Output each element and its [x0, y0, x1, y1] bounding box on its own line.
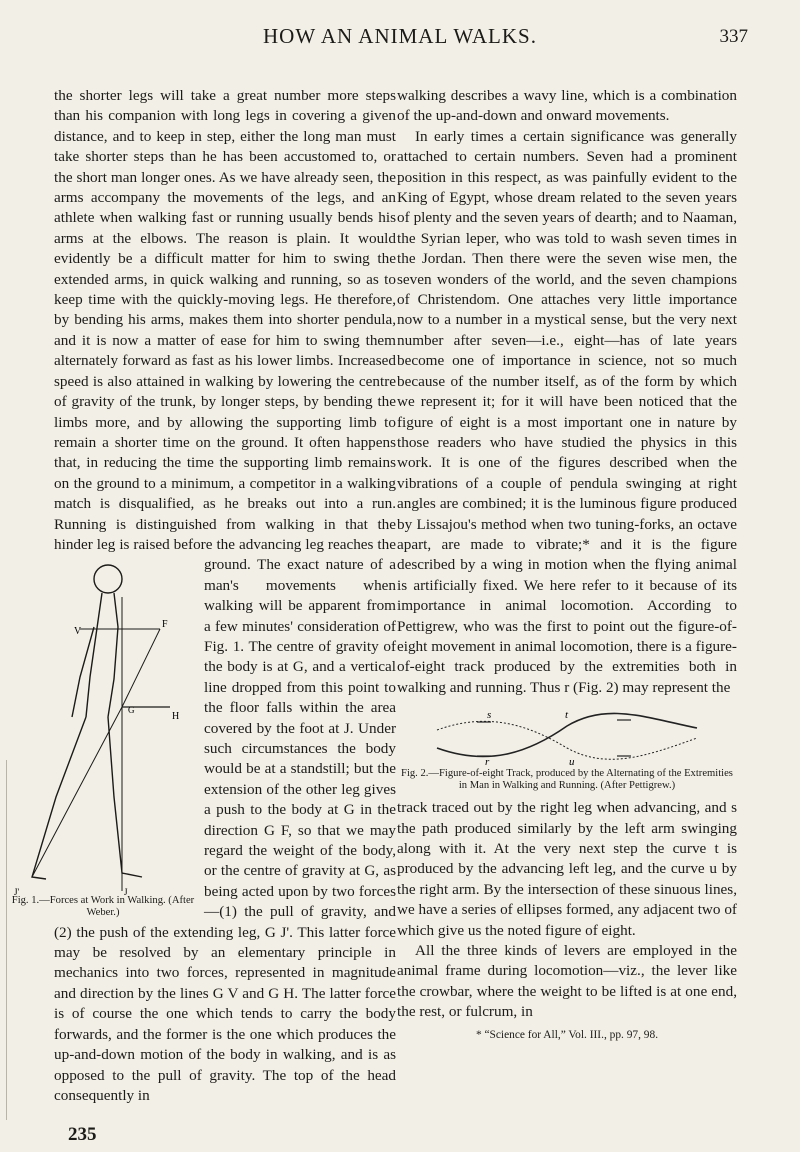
- figure-eight-track-diagram: [417, 708, 717, 766]
- right-paragraph-1: walking describes a wavy line, which is a combination of the up-and-down and onward movements.: [397, 87, 737, 125]
- figure-2: [397, 708, 737, 792]
- head-shape: [94, 565, 122, 593]
- label-t: t: [565, 709, 569, 722]
- left-paragraph-text-part-2: ground. The exact nature of a man's movements when walking will be apparent from a few minutes' consideration of Fig. 1. The centre of gravity of the body is at G, and a vertical line dropped from this point to the floor falls within the area covered by the foot at J. Under such circumstances the body would be at a standstill; but the extension of the other leg gives a push to the body at G in the direction G F, so that we may regard the weight of the body, or the centre of gravity at G, as being acted upon by two forces—(1) the pull of gravity, and (2) the push of the extending leg, G J'. This latter force may be resolved by an elementary principle in mechanics into two forces, represented in magnitude and direction by the lines G V and G H. The latter force is of course the one which tends to carry the body forwards, and the former is the one which produces the up-and-down motion of the body in walking, and is as opposed to the pull of gravity. The top of the head consequently in: [54, 556, 396, 1104]
- left-paragraph-1: [11, 86, 396, 1106]
- label-j: J: [124, 887, 128, 898]
- running-title: HOW AN ANIMAL WALKS.: [263, 24, 537, 48]
- label-r: r: [485, 756, 490, 767]
- label-s: s: [487, 709, 492, 722]
- label-h: H: [172, 711, 180, 723]
- trailing-leg: [32, 717, 86, 879]
- page-number: 337: [719, 26, 748, 47]
- force-line-g-f: [122, 629, 160, 707]
- left-paragraph-text-part-1: the shorter legs will take a great number more steps than his companion with long legs in covering a given distance, and to keep in step, either the long man must take shorter steps than he has been accustomed to, or the short man longer ones. As we have already seen, the arms accompany the movements of the legs, and an athlete when walking fast or running usually bends his arms at the elbows. The reason is plain. It would evidently be a difficult matter for him to swing the extended arms, in quick walking and running, so as to keep time with the quickly-moving legs. He therefore, by bending his arms, makes them into shorter pendula, and it is now a matter of ease for him to swing them alternately forward as fast as his lower limbs. Increased speed is also attained in walking by lowering the centre of gravity of the trunk, by longer steps, by bending the limbs more, and by allowing the supporting limb to remain a shorter time on the ground. It often happens that, in reducing the time the supporting limb remains on the ground to a minimum, a competitor in a walking match is disqualified, as he breaks out into a run. Running is distinguished from walking in that the hinder leg is raised before the advancing leg reaches the: [54, 87, 396, 553]
- torso-outline: [86, 593, 102, 717]
- footnote: * “Science for All,” Vol. III., pp. 97, 98.: [475, 1028, 659, 1041]
- torso-outline-back: [108, 593, 118, 717]
- label-u: u: [569, 756, 575, 767]
- label-j-prime: J': [14, 887, 20, 898]
- folio-number: 235: [68, 1124, 97, 1145]
- running-head: [0, 24, 800, 54]
- figure-1: [10, 557, 196, 919]
- figure-1-caption: Fig. 1.—Forces at Work in Walking. (After Weber.): [11, 895, 195, 919]
- track-curve-s: [437, 722, 697, 760]
- left-column: [11, 86, 396, 1106]
- label-v: V: [74, 626, 82, 638]
- right-paragraph-4: All the three kinds of levers are employed in the animal frame during locomotion—viz., the lever like the crowbar, where the weight to be lifted is at one end, the rest, or fulcrum, in: [397, 942, 737, 1021]
- label-f: F: [162, 619, 168, 631]
- walking-figure-diagram: [10, 557, 196, 897]
- page-edge-shadow: [6, 760, 7, 1120]
- right-paragraph-3: track traced out by the right leg when advancing, and s the path produced similarly by the left arm swinging along with it. At the very next step the curve t is produced by the advancing left leg, and the curve u by the right arm. By the intersection of these sinuous lines, we have a series of ellipses formed, any adjacent two of which give us the noted figure of eight.: [397, 799, 737, 939]
- right-column: [397, 86, 737, 1045]
- supporting-leg: [108, 717, 142, 877]
- right-paragraph-2: In early times a certain significance was generally attached to certain numbers. Seven had a prominent position in this respect, as was painfully evident to the King of Egypt, whose dream related to the seven years of plenty and the seven years of dearth; and to Naaman, the Syrian leper, who was told to wash seven times in the Jordan. Then there were the seven wise men, the seven wonders of the world, and the seven champions of Christendom. One attaches very little importance now to a number in a mystical sense, but the very next number after seven—i.e., eight—has of late years become one of importance in science, not so much because of the number itself, as of the form by which we represent it; for it will have been noticed that the figure of eight is a most important one in nature by those readers who have studied the physics in this work. It is one of the figures described when the vibrations of a couple of pendula swinging at right angles are combined; it is the luminous figure produced by Lissajou's method when two tuning-forks, an octave apart, are made to vibrate;* and it is the figure described by a wing in motion when the flying animal is artificially fixed. We here refer to it because of its importance in animal locomotion. According to Pettigrew, who was the first to point out the figure-of-eight movement in animal locomotion, there is a figure-of-eight track produced by the extremities both in walking and running. Thus r (Fig. 2) may represent the: [397, 127, 737, 696]
- force-line-g-j-prime: [32, 707, 122, 877]
- label-g: G: [128, 705, 135, 716]
- figure-2-caption: Fig. 2.—Figure-of-eight Track, produced by the Alternating of the Extremities in Man in Walking and Running. (After Pettigrew.): [401, 768, 733, 792]
